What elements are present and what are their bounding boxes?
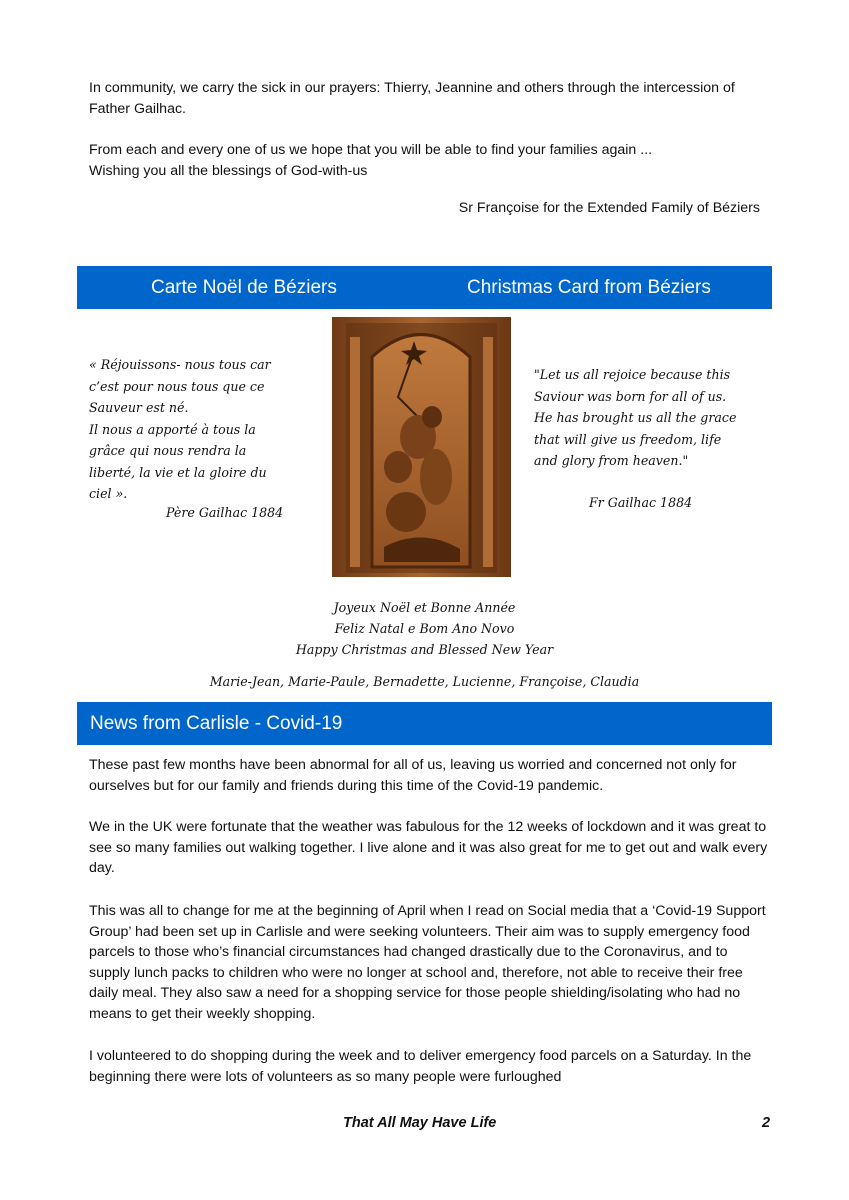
news-paragraph-1: These past few months have been abnormal for all of us, leaving us worried and concerned not only for ourselves but for our family and friends during this time of the Covid-19 pandemic. [89, 757, 737, 794]
author-french: Père Gailhac 1884 [166, 505, 284, 520]
quote-fr-line: ciel ». [89, 486, 128, 501]
intro-paragraph-1: In community, we carry the sick in our prayers: Thierry, Jeannine and others through the intercession of Father Gailhac. [89, 80, 735, 117]
quote-fr-line: liberté, la vie et la gloire du [89, 464, 267, 480]
wood-carving-nativity-image [332, 317, 511, 577]
quote-en-line: "Let us all rejoice because this [534, 367, 731, 382]
christmas-title-fr: Carte Noël de Béziers [151, 277, 337, 298]
footer-motto: That All May Have Life [343, 1115, 497, 1131]
quote-en-line: He has brought us all the grace [534, 410, 737, 425]
quote-english [534, 364, 774, 472]
quote-fr-line: grâce qui nous rendra la [89, 443, 247, 458]
greeting-english: Happy Christmas and Blessed New Year [295, 642, 554, 657]
quote-fr-line: « Réjouissons- nous tous car [89, 357, 271, 372]
quote-fr-line: Sauveur est né. [89, 400, 189, 415]
news-title: News from Carlisle - Covid-19 [90, 713, 343, 734]
greeting-portuguese: Feliz Natal e Bom Ano Novo [334, 621, 515, 636]
christmas-card-header [77, 266, 772, 309]
quote-fr-line: c’est pour nous tous que ce [89, 378, 265, 394]
intro-signature: Sr Françoise for the Extended Family of Béziers [458, 200, 760, 216]
page-number: 2 [762, 1115, 771, 1131]
news-paragraph-3: This was all to change for me at the beginning of April when I read on Social media that a ‘Covid-19 Support Group’ had been set up in Carlisle and were seeking volunteers. Their aim was to supply emergency food parcels to those who’s financial circumstances had changed drastically due to the Coronavirus, and to supply lunch packs to children who were no longer at school and, therefore, not able to receive their free daily meal. They also saw a need for a shopping service for those people shielding/isolating who had no means to get their weekly shopping. [89, 903, 766, 1022]
news-paragraph-4: I volunteered to do shopping during the week and to deliver emergency food parcels on a Saturday. In the beginning there were lots of volunteers as so many people were furloughed [89, 1048, 752, 1085]
quote-fr-line: Il nous a apporté à tous la [89, 421, 256, 437]
christmas-title-en: Christmas Card from Béziers [467, 277, 711, 298]
author-english: Fr Gailhac 1884 [589, 495, 693, 510]
greeting-french: Joyeux Noël et Bonne Année [333, 600, 516, 615]
intro-line-1: From each and every one of us we hope that you will be able to find your families again ... [89, 142, 653, 158]
news-paragraph-2: We in the UK were fortunate that the weather was fabulous for the 12 weeks of lockdown and it was great to see so many families out walking together. I live alone and it was also great for me to get out and walk every day. [89, 819, 768, 876]
sisters-names: Marie-Jean, Marie-Paule, Bernadette, Lucienne, Françoise, Claudia [209, 674, 640, 689]
intro-line-2: Wishing you all the blessings of God-with-us [89, 162, 368, 179]
intro-paragraph-2 [89, 140, 769, 181]
quote-en-line: and glory from heaven." [534, 453, 689, 468]
quote-french [89, 354, 319, 505]
quote-en-line: Saviour was born for all of us. [534, 388, 727, 404]
news-header [77, 702, 772, 745]
quote-en-line: that will give us freedom, life [534, 431, 722, 447]
